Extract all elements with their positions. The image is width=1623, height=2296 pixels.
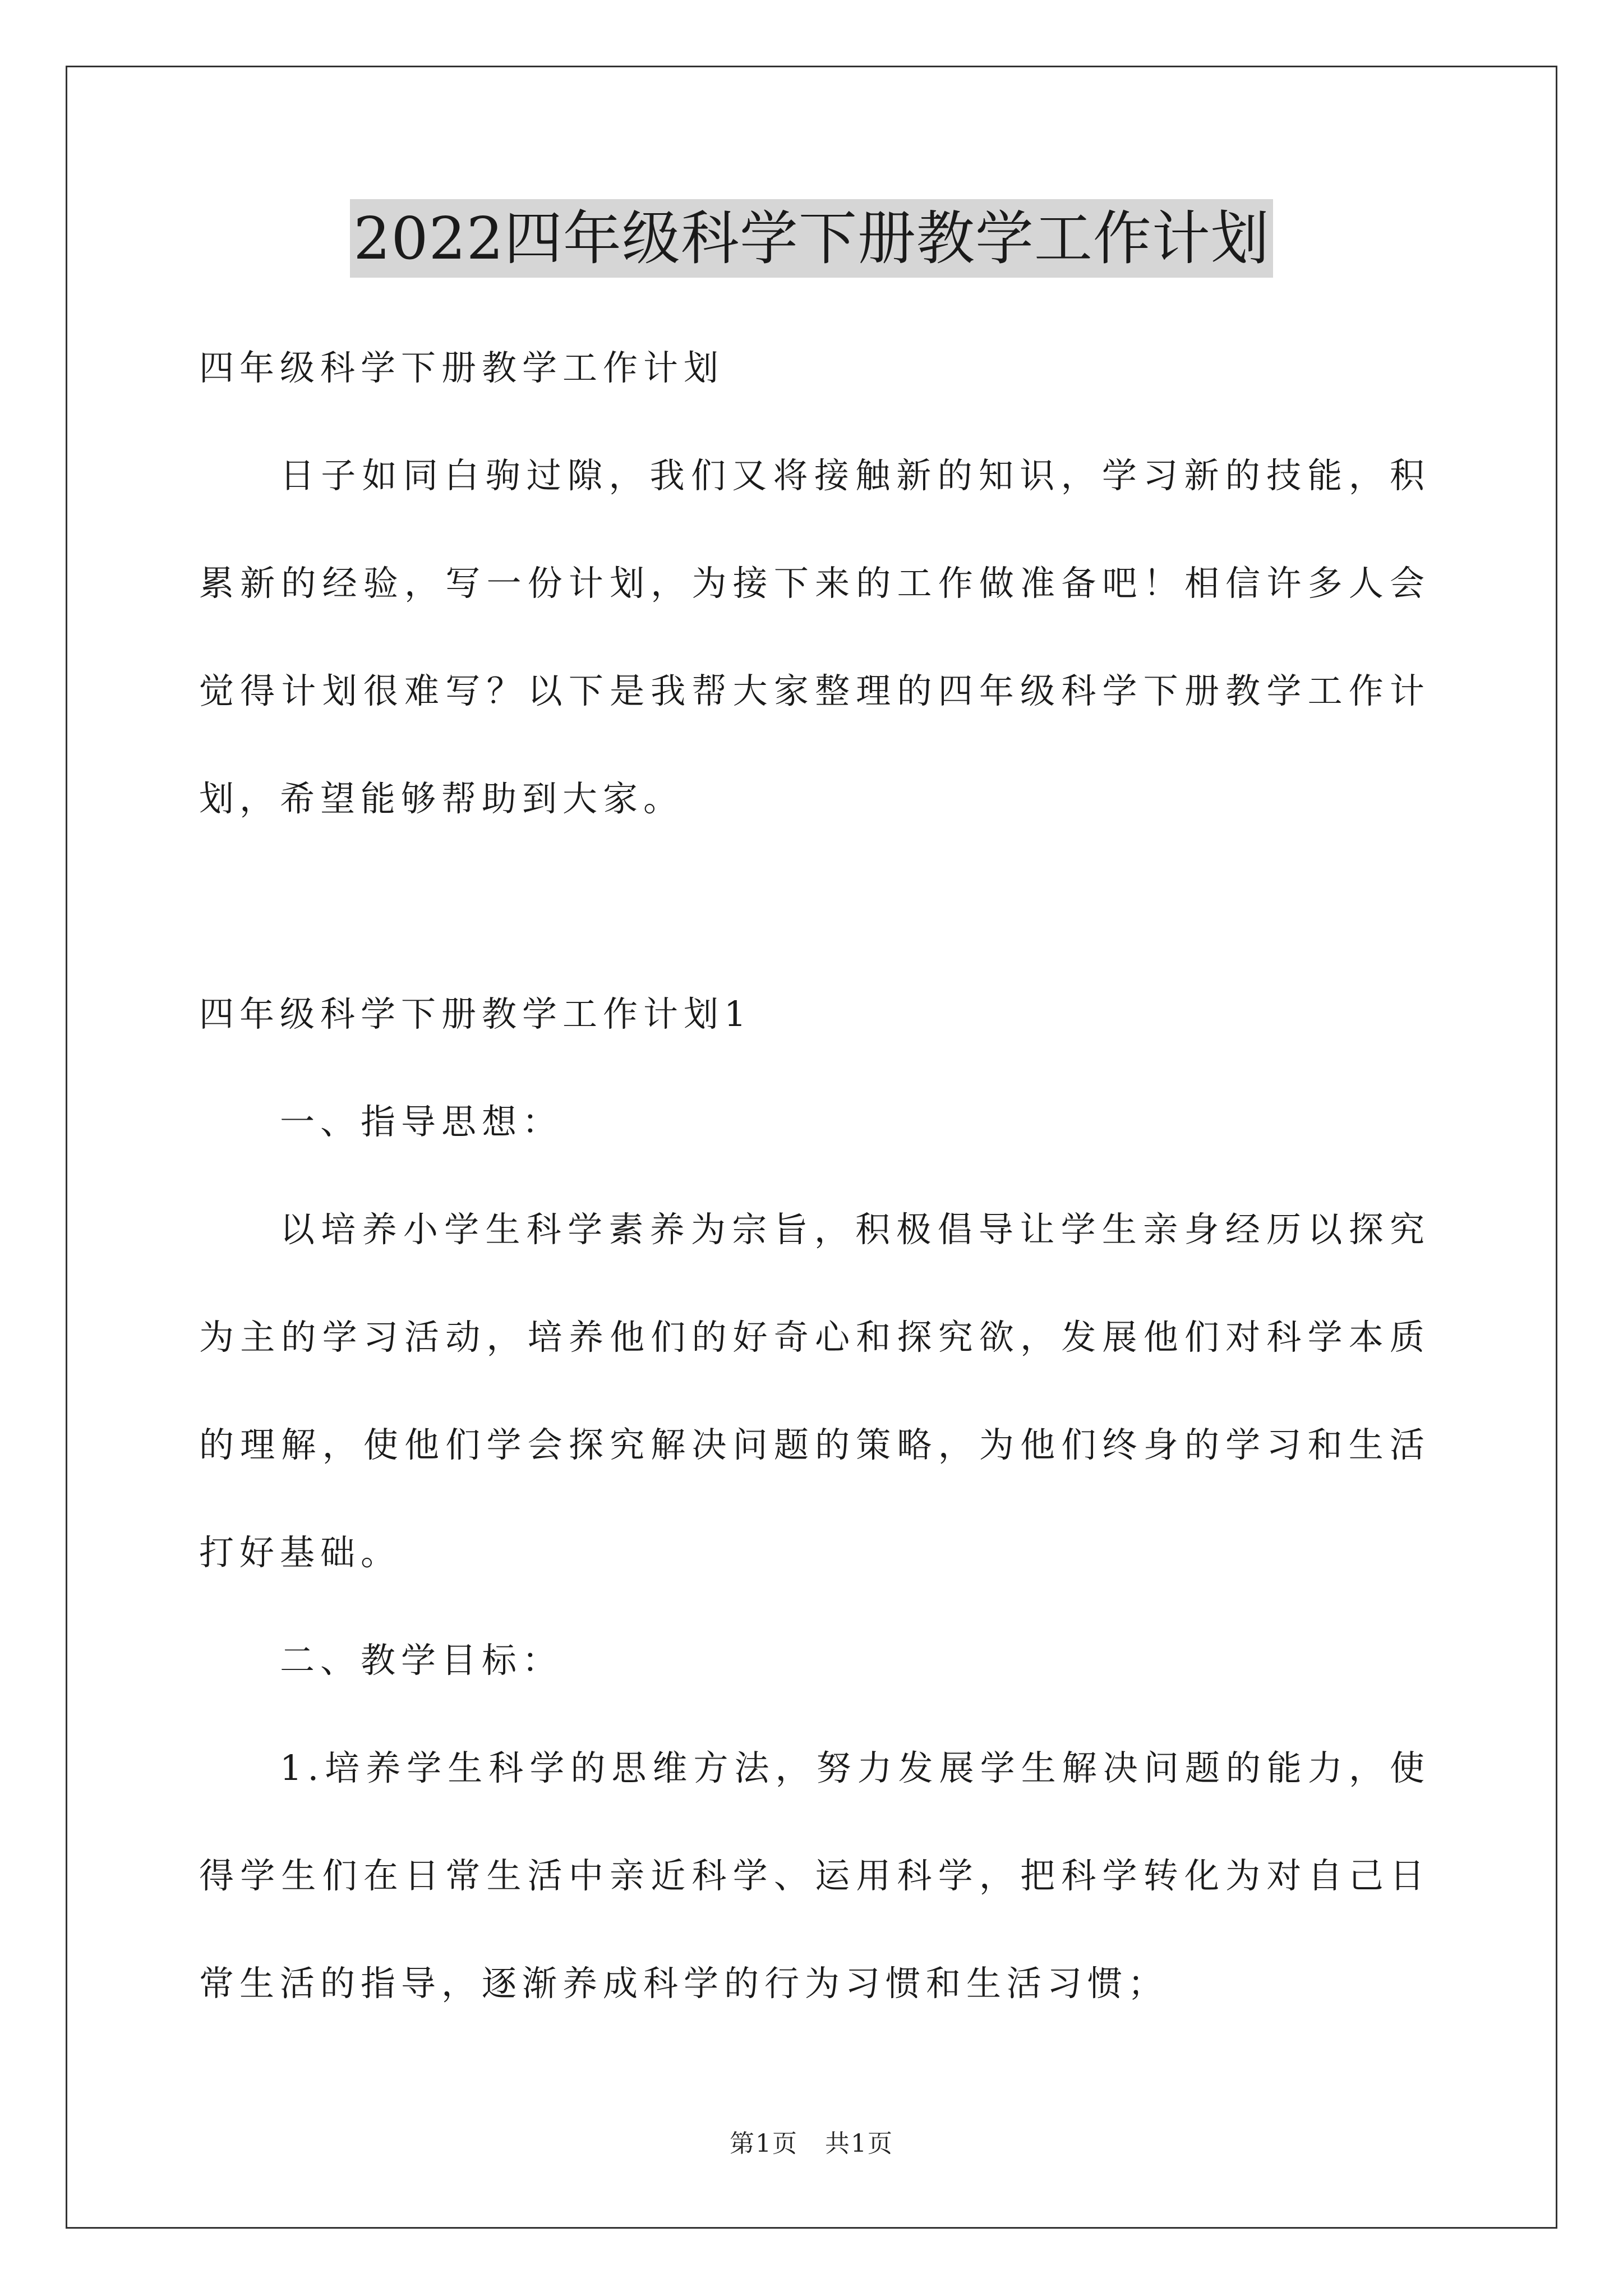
document-title: 2022四年级科学下册教学工作计划 xyxy=(350,199,1273,278)
document-body xyxy=(199,314,1430,2037)
subtitle-paragraph: 四年级科学下册教学工作计划 xyxy=(199,347,725,388)
teaching-goal-item-1: 1.培养学生科学的思维方法，努力发展学生解决问题的能力，使得学生们在日常生活中亲近科学、运用科学，把科学转化为对自己日常生活的指导，逐渐养成科学的行为习惯和生活习惯； xyxy=(199,1747,1430,2004)
title-container xyxy=(0,199,1623,278)
blank-line xyxy=(199,853,1430,960)
section-heading: 四年级科学下册教学工作计划1 xyxy=(199,993,752,1034)
teaching-goals-heading: 二、教学目标： xyxy=(280,1640,563,1681)
intro-paragraph: 日子如同白驹过隙，我们又将接触新的知识，学习新的技能，积累新的经验，写一份计划，为接下来的工作做准备吧！相信许多人会觉得计划很难写？以下是我帮大家整理的四年级科学下册教学工作计划，希望能够帮助到大家。 xyxy=(199,455,1430,819)
page-footer: 第1页 共1页 xyxy=(730,2129,893,2158)
guiding-thought-paragraph: 以培养小学生科学素养为宗旨，积极倡导让学生亲身经历以探究为主的学习活动，培养他们的好奇心和探究欲，发展他们对科学本质的理解，使他们学会探究解决问题的策略，为他们终身的学习和生活打好基础。 xyxy=(199,1209,1430,1573)
guiding-thought-heading: 一、指导思想： xyxy=(280,1101,563,1142)
